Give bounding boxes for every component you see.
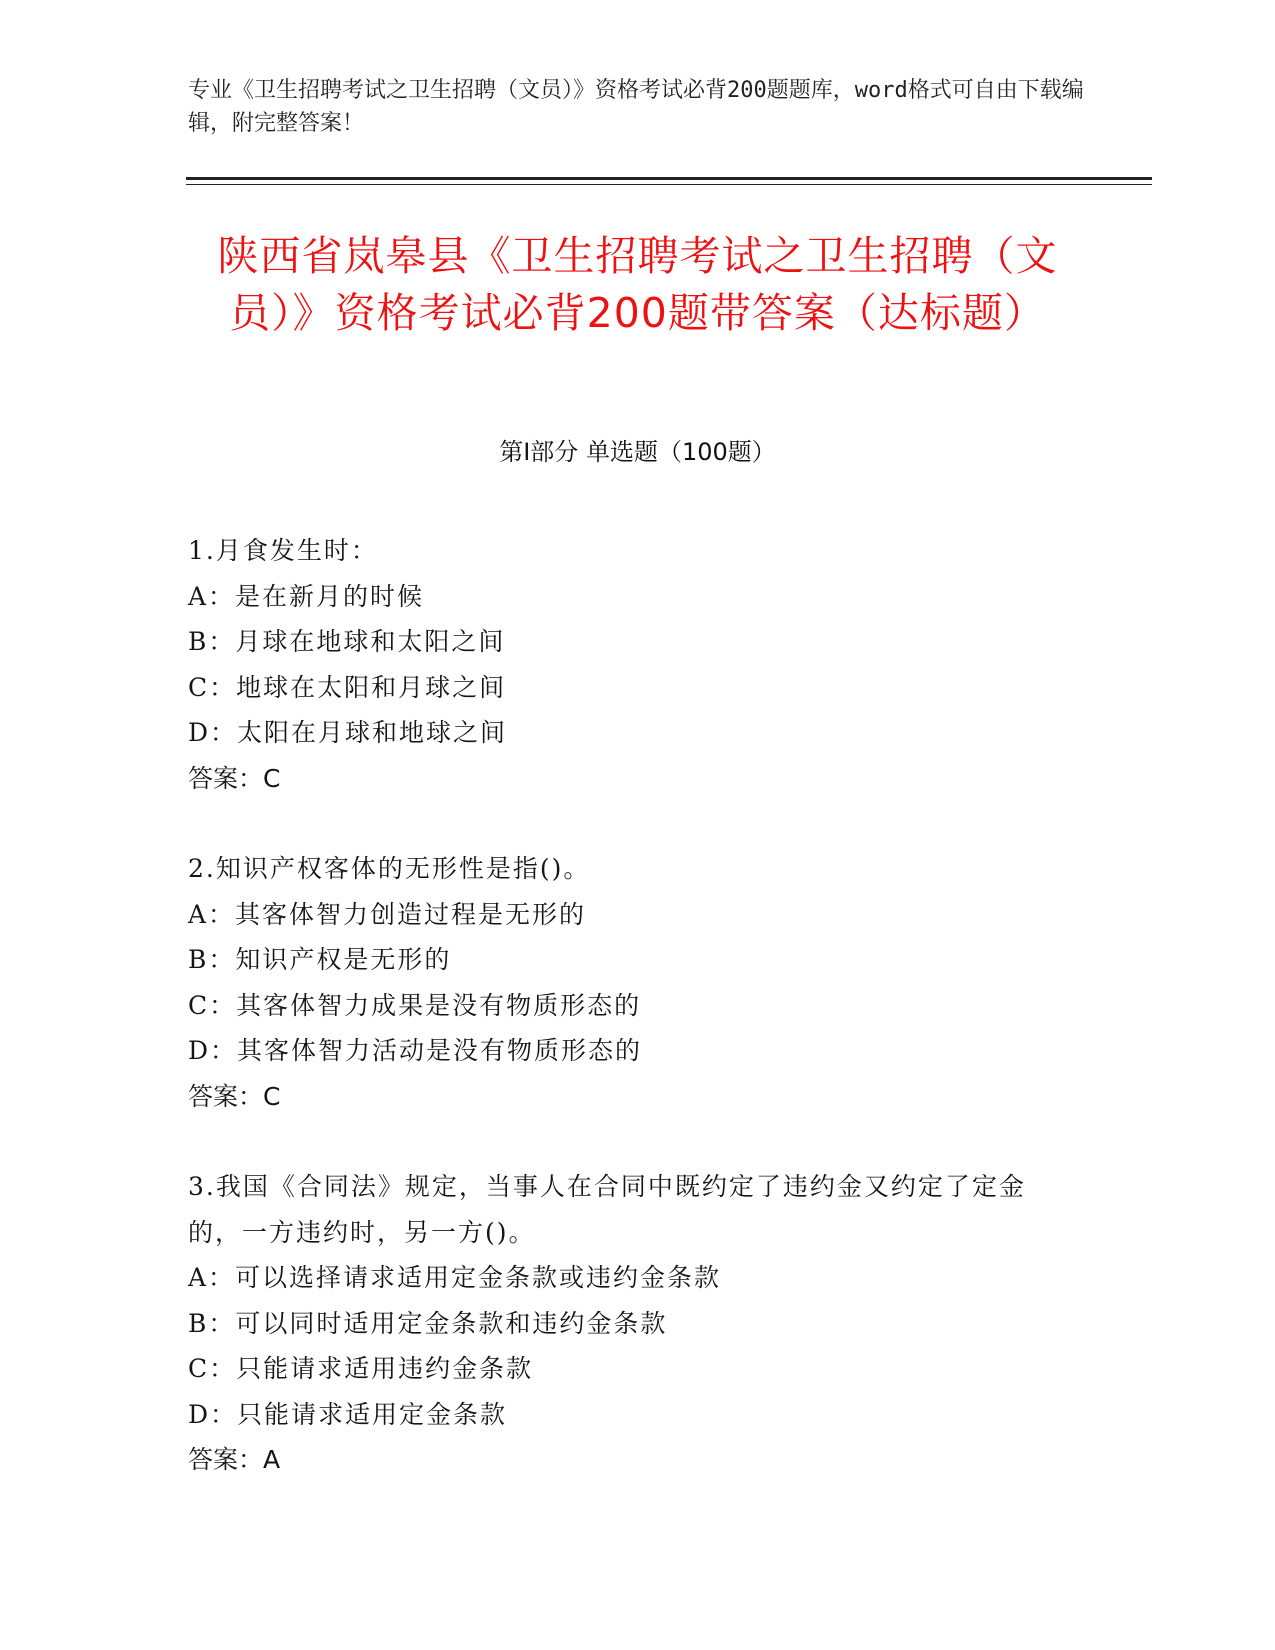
option-c: C：其客体智力成果是没有物质形态的 — [188, 990, 642, 1020]
option-b: B：月球在地球和太阳之间 — [188, 627, 506, 656]
answer-line: 答案：C — [188, 763, 281, 793]
option-d: D：只能请求适用定金条款 — [188, 1399, 508, 1429]
option-b: B：知识产权是无形的 — [188, 945, 452, 974]
document-title: 陕西省岚皋县《卫生招聘考试之卫生招聘（文员）》资格考试必背200题带答案（达标题） — [217, 232, 1058, 337]
option-b: B：可以同时适用定金条款和违约金条款 — [188, 1308, 668, 1338]
option-a: A：是在新月的时候 — [188, 581, 425, 611]
option-a: A：其客体智力创造过程是无形的 — [188, 899, 587, 929]
question-stem: 3.我国《合同法》规定，当事人在合同中既约定了违约金又约定了定金的，一方违约时，另一方()。 — [188, 1172, 1026, 1247]
question-1 — [188, 528, 1078, 801]
question-2 — [188, 846, 1078, 1119]
option-c: C：地球在太阳和月球之间 — [188, 672, 507, 702]
option-d: D：其客体智力活动是没有物质形态的 — [188, 1036, 643, 1065]
option-a: A：可以选择请求适用定金条款或违约金条款 — [188, 1263, 722, 1292]
question-stem: 1.月食发生时： — [188, 536, 378, 565]
question-stem: 2.知识产权客体的无形性是指()。 — [188, 854, 591, 883]
header-rule-thin — [186, 184, 1152, 185]
option-c: C：只能请求适用违约金条款 — [188, 1354, 534, 1383]
question-3 — [188, 1164, 1078, 1483]
answer-line: 答案：A — [188, 1445, 281, 1474]
header-note: 专业《卫生招聘考试之卫生招聘（文员）》资格考试必背200题题库，word格式可自由下载编辑，附完整答案！ — [188, 78, 1084, 136]
header-rule-thick — [186, 177, 1152, 180]
answer-line: 答案：C — [188, 1081, 281, 1111]
section-heading: 第Ⅰ部分 单选题（100题） — [499, 438, 776, 466]
question-list — [188, 528, 1078, 1528]
option-d: D：太阳在月球和地球之间 — [188, 718, 508, 747]
